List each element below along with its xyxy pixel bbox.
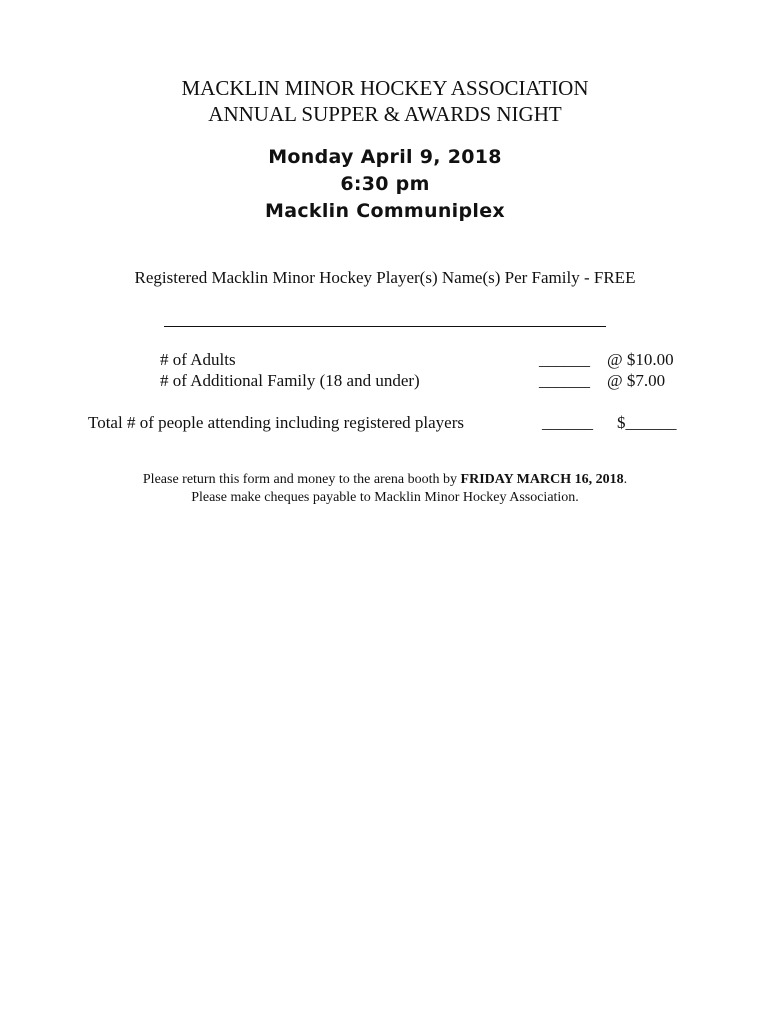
player-names-line[interactable]: [164, 326, 606, 327]
adults-count-blank[interactable]: ______: [539, 350, 590, 369]
total-label: Total # of people attending including registered players: [88, 413, 465, 432]
header-line-2: ANNUAL SUPPER & AWARDS NIGHT: [208, 102, 562, 126]
event-location: Macklin Communiplex: [265, 200, 505, 222]
return-prefix: Please return this form and money to the arena booth by: [142, 472, 461, 487]
return-instructions: [0, 471, 770, 489]
event-time: 6:30 pm: [340, 173, 430, 195]
return-suffix: .: [623, 472, 628, 487]
family-count-blank[interactable]: ______: [539, 371, 590, 390]
header-line-1: MACKLIN MINOR HOCKEY ASSOCIATION: [181, 76, 589, 100]
event-date: Monday April 9, 2018: [268, 146, 502, 168]
return-deadline: FRIDAY MARCH 16, 2018: [460, 472, 624, 487]
cheque-instructions: Please make cheques payable to Macklin Minor Hockey Association.: [191, 490, 579, 505]
registration-label: Registered Macklin Minor Hockey Player(s) Name(s) Per Family - FREE: [134, 268, 636, 287]
total-count-blank[interactable]: ______: [542, 413, 593, 432]
adults-label: # of Adults: [160, 350, 236, 369]
family-label: # of Additional Family (18 and under): [160, 371, 420, 390]
adults-price: @ $10.00: [607, 350, 674, 369]
family-price: @ $7.00: [607, 371, 666, 390]
total-amount-blank[interactable]: $______: [617, 413, 677, 432]
